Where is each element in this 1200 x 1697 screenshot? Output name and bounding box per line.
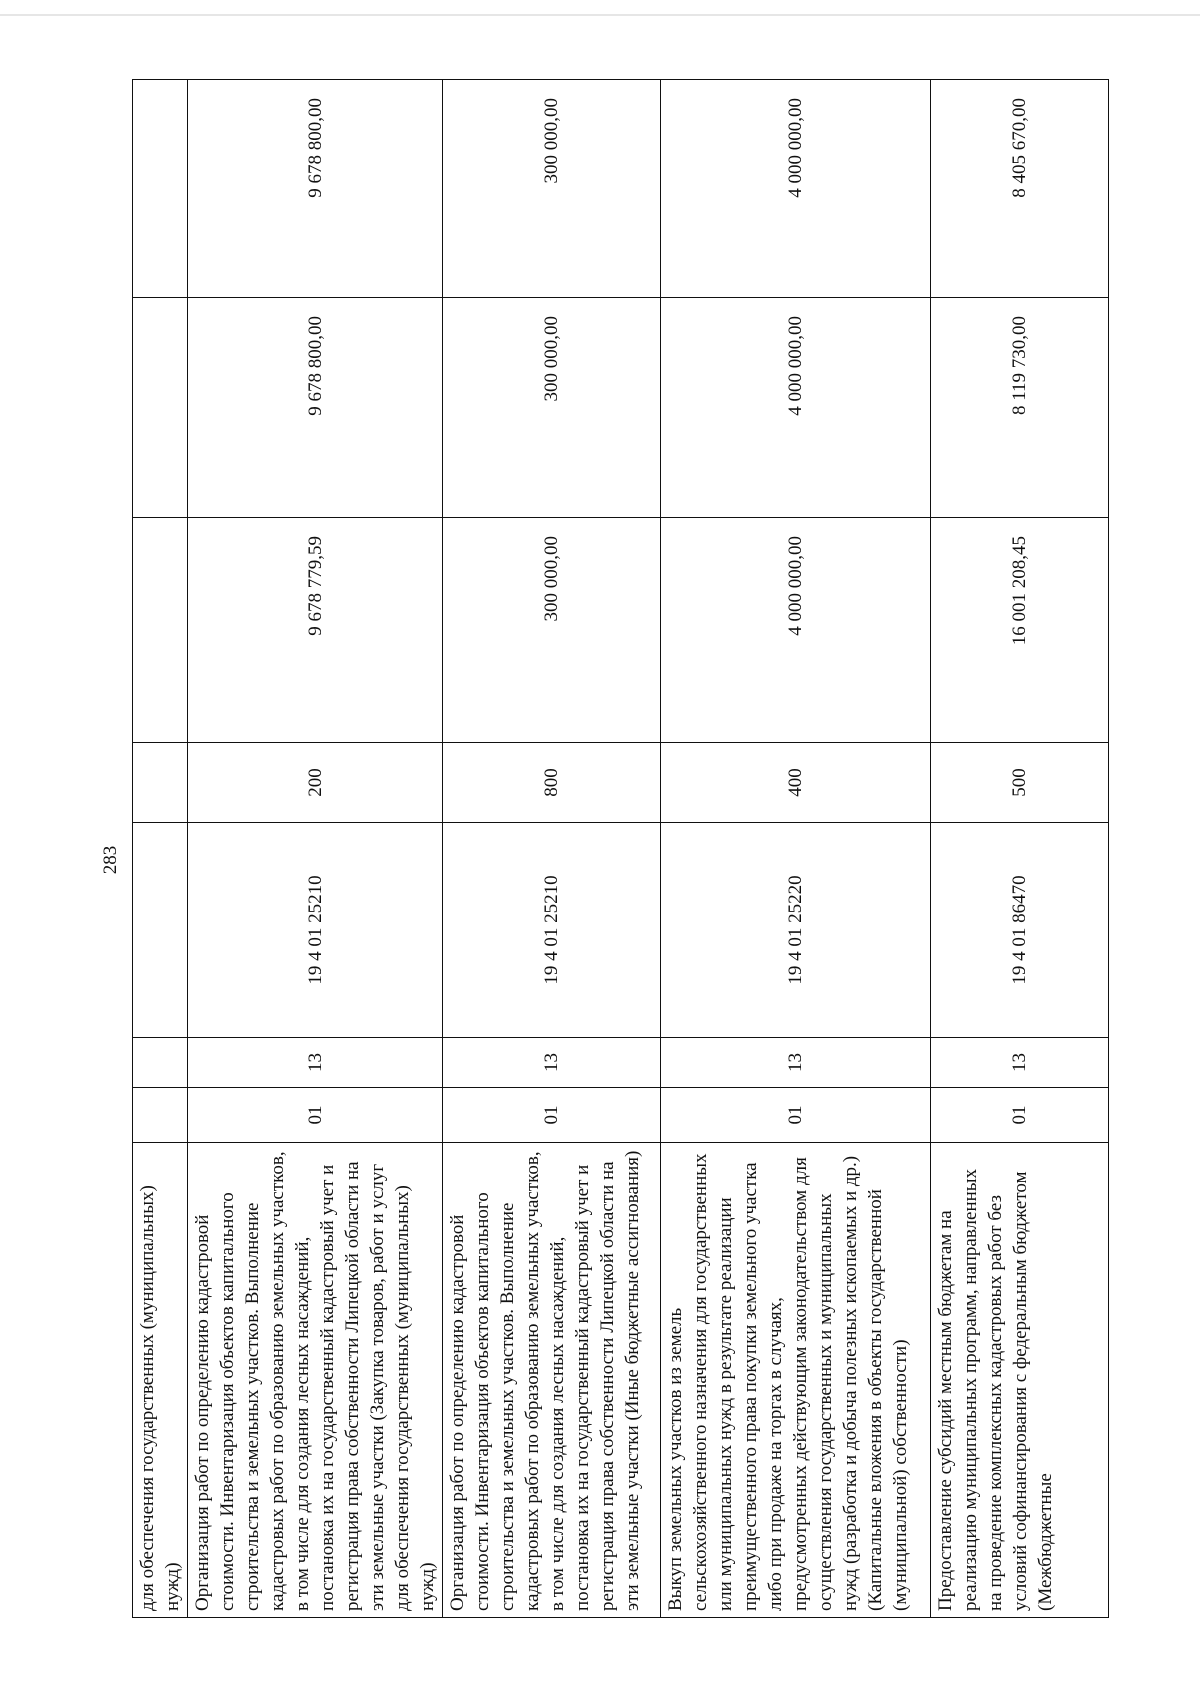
target-article-code [133, 823, 188, 1038]
amount-2: 9 678 800,00 [188, 298, 443, 518]
page-number: 283 [100, 845, 121, 875]
rotated-table-container [132, 80, 1095, 1618]
row-description: Выкуп земельных участков из земель сельскохозяйственного назначения для государственных или муниципальных нужд в результате реализации преимущественного права покупки земельного участка либо при продаже на торгах в случаях, предусмотренных действующим законодательством для осуществления государственных и муниципальных нужд (разработка и добыча полезных ископаемых и др.) (Капитальные вложения в объекты государственной (муниципальной) собственности) [661, 1143, 931, 1618]
section-code: 01 [931, 1088, 1109, 1143]
section-code: 01 [188, 1088, 443, 1143]
table-row [188, 80, 443, 1618]
amount-3: 9 678 800,00 [188, 80, 443, 298]
table-row [931, 80, 1109, 1618]
amount-3: 8 405 670,00 [931, 80, 1109, 298]
target-article-code: 19 4 01 25210 [443, 823, 661, 1038]
expense-type-code: 200 [188, 743, 443, 823]
section-code: 01 [443, 1088, 661, 1143]
scan-top-border [0, 14, 1200, 16]
subsection-code: 13 [188, 1038, 443, 1088]
amount-3: 300 000,00 [443, 80, 661, 298]
target-article-code: 19 4 01 86470 [931, 823, 1109, 1038]
section-code [133, 1088, 188, 1143]
amount-3: 4 000 000,00 [661, 80, 931, 298]
expense-type-code [133, 743, 188, 823]
subsection-code: 13 [931, 1038, 1109, 1088]
amount-2: 4 000 000,00 [661, 298, 931, 518]
amount-2 [133, 298, 188, 518]
section-code: 01 [661, 1088, 931, 1143]
row-description: для обеспечения государственных (муниципальных) нужд) [133, 1143, 188, 1618]
amount-1 [133, 518, 188, 743]
row-description: Организация работ по определению кадастровой стоимости. Инвентаризация объектов капитального строительства и земельных участков. Выполнение кадастровых работ по образованию земельных участков, в том числе для создания лесных насаждений, постановка их на государственный кадастровый учет и регистрация права собственности Липецкой области на эти земельные участки (Иные бюджетные ассигнования) [443, 1143, 661, 1618]
amount-3 [133, 80, 188, 298]
amount-2: 300 000,00 [443, 298, 661, 518]
target-article-code: 19 4 01 25220 [661, 823, 931, 1038]
expense-type-code: 400 [661, 743, 931, 823]
table-row [661, 80, 931, 1618]
row-description: Организация работ по определению кадастровой стоимости. Инвентаризация объектов капитального строительства и земельных участков. Выполнение кадастровых работ по образованию земельных участков, в том числе для создания лесных насаждений, постановка их на государственный кадастровый учет и регистрация права собственности Липецкой области на эти земельные участки (Закупка товаров, работ и услуг для обеспечения государственных (муниципальных) нужд) [188, 1143, 443, 1618]
amount-1: 4 000 000,00 [661, 518, 931, 743]
subsection-code [133, 1038, 188, 1088]
amount-1: 16 001 208,45 [931, 518, 1109, 743]
expense-type-code: 500 [931, 743, 1109, 823]
budget-table [132, 79, 1109, 1618]
table-row [133, 80, 188, 1618]
expense-type-code: 800 [443, 743, 661, 823]
amount-1: 9 678 779,59 [188, 518, 443, 743]
target-article-code: 19 4 01 25210 [188, 823, 443, 1038]
subsection-code: 13 [443, 1038, 661, 1088]
row-description: Предоставление субсидий местным бюджетам на реализацию муниципальных программ, направленных на проведение комплексных кадастровых работ без условий софинансирования с федеральным бюджетом (Межбюджетные [931, 1143, 1109, 1618]
subsection-code: 13 [661, 1038, 931, 1088]
amount-1: 300 000,00 [443, 518, 661, 743]
amount-2: 8 119 730,00 [931, 298, 1109, 518]
table-row [443, 80, 661, 1618]
